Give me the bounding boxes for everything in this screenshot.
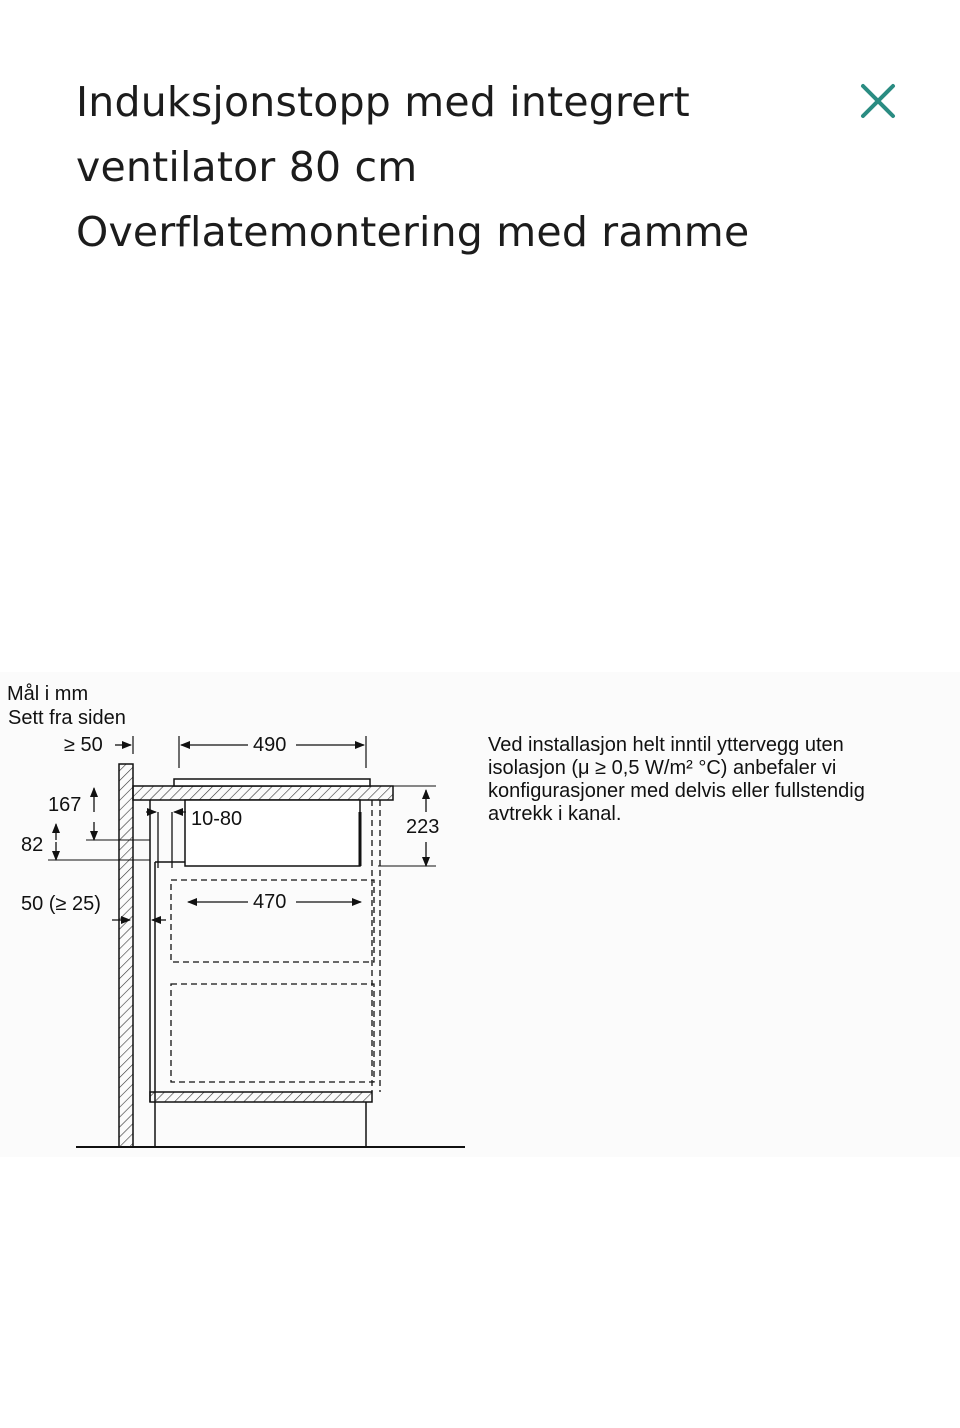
dim-wall-gap: ≥ 50 <box>64 734 103 756</box>
dim-167: 167 <box>48 794 82 816</box>
dim-223: 223 <box>406 816 440 838</box>
view-label: Sett fra siden <box>8 707 126 729</box>
close-icon <box>855 78 901 124</box>
dialog-title <box>76 70 836 265</box>
installation-note: Ved installasjon helt inntil yttervegg uten isolasjon (μ ≥ 0,5 W/m² °C) anbefaler vi konfigurasjoner med delvis eller fullstendig avtrekk i kanal. <box>488 734 865 825</box>
dim-10-80: 10-80 <box>191 808 243 830</box>
dim-470: 470 <box>253 891 287 913</box>
title-line-1: Induksjonstopp med integrert <box>76 78 690 126</box>
wall <box>119 764 133 1147</box>
drawer-lower <box>171 984 374 1082</box>
units-label: Mål i mm <box>7 683 89 705</box>
title-line-3: Overflatemontering med ramme <box>76 208 750 256</box>
dim-wall-clearance: 50 (≥ 25) <box>21 893 101 915</box>
dim-82: 82 <box>21 834 44 856</box>
hob-frame <box>174 779 370 786</box>
close-button[interactable] <box>855 78 901 124</box>
title-line-2: ventilator 80 cm <box>76 143 418 191</box>
worktop <box>133 786 393 800</box>
cabinet-base <box>150 1092 372 1102</box>
installation-drawing <box>0 672 960 1157</box>
dim-hob-width: 490 <box>253 734 287 756</box>
